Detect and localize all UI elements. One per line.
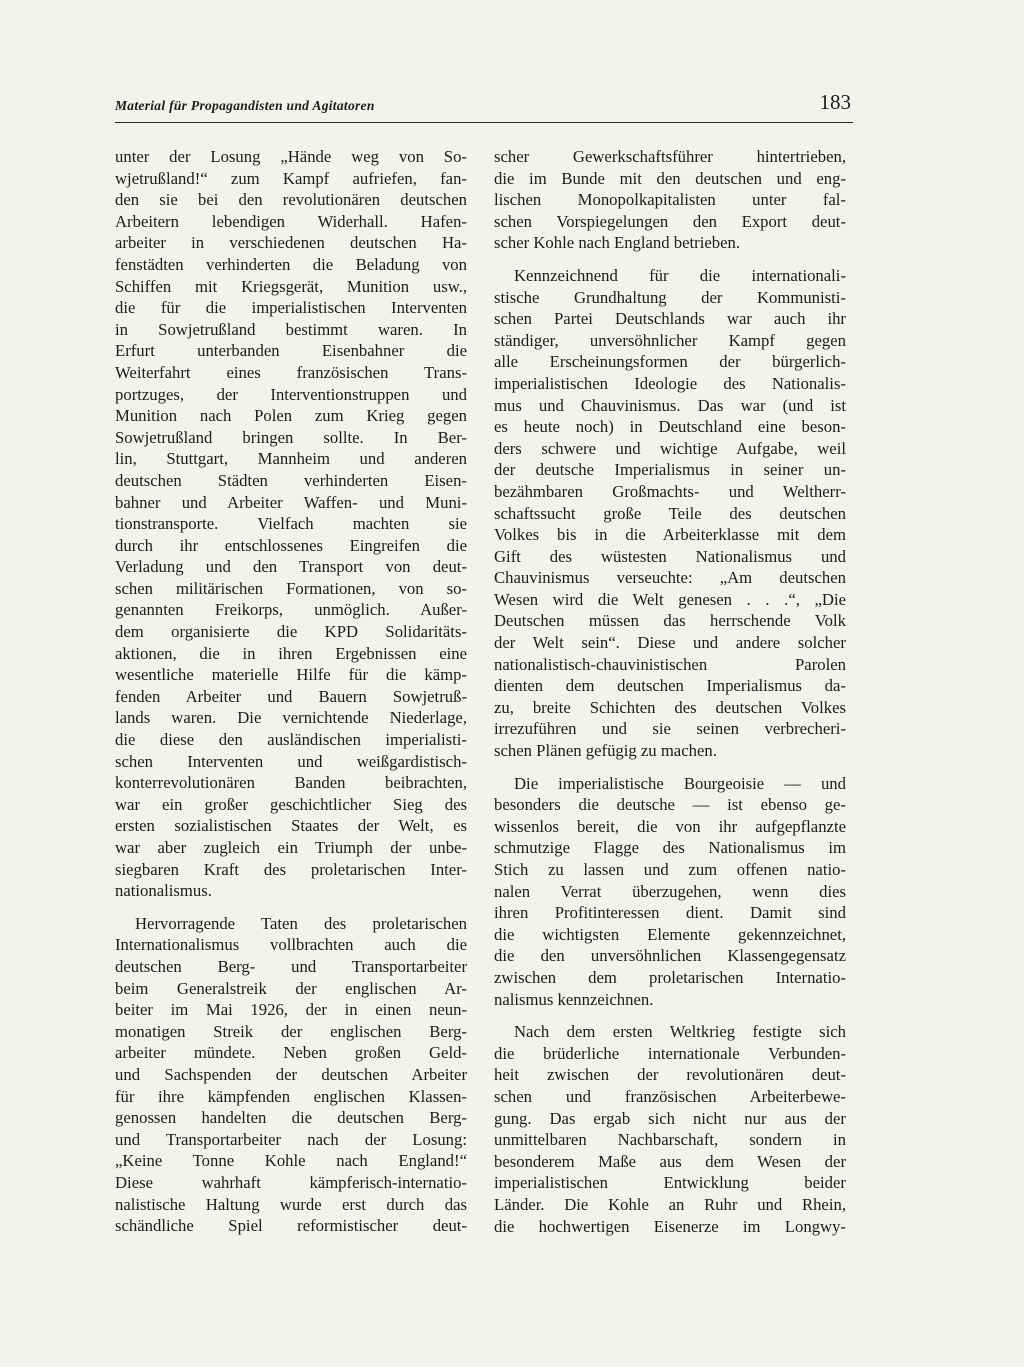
text-line: tionstransporte. Vielfach machten sie (115, 514, 467, 534)
text-line: aktionen, die in ihren Ergebnissen eine (115, 643, 467, 663)
text-line: Verladung und den Transport von deut- (115, 557, 467, 577)
text-line: Volkes bis in die Arbeiterklasse mit dem (494, 525, 846, 545)
text-line: Gift des wüstesten Nationalismus und (494, 546, 846, 566)
text-line: scher Gewerkschaftsführer hintertrieben, (494, 147, 846, 166)
text-line: monatigen Streik der englischen Berg- (115, 1021, 467, 1041)
text-line: war aber zugleich ein Triumph der unbe- (115, 838, 467, 857)
text-line: imperialistischen Entwicklung beider (494, 1173, 846, 1193)
paragraph (494, 146, 846, 254)
text-line: ständiger, unversöhnlicher Kampf gegen (494, 330, 846, 350)
text-line: fenstädten verhinderten die Beladung von (115, 254, 467, 274)
text-line: bezähmbaren Großmachts- und Weltherr- (494, 481, 846, 501)
text-line: wissenlos bereit, die von ihr aufgepflanzte (494, 816, 846, 836)
text-line: irrezuführen und sie seinen verbrecheri- (494, 719, 846, 739)
text-line: die diese den ausländischen imperialisti- (115, 730, 467, 750)
text-line: genannten Freikorps, unmöglich. Außer- (115, 600, 467, 620)
page-number: 183 (819, 90, 851, 114)
text-line: Die imperialistische Bourgeoisie — und (514, 773, 846, 793)
text-line: Weiterfahrt eines französischen Trans- (115, 362, 467, 382)
text-line: der Welt sein“. Diese und andere solcher (494, 633, 846, 653)
text-line: Wesen wird die Welt genesen . . .“, „Die (494, 589, 846, 609)
text-line: den sie bei den revolutionären deutschen (115, 190, 467, 210)
paragraph (494, 773, 846, 1011)
text-line: arbeiter in verschiedenen deutschen Ha- (115, 233, 467, 253)
text-line: deutschen Berg- und Transportarbeiter (115, 956, 467, 976)
text-line: deutschen Städten verhinderten Eisen- (115, 470, 467, 490)
text-line: schen Interventen und weißgardistisch- (115, 751, 467, 771)
text-line: und Sachspenden der deutschen Arbeiter (115, 1064, 467, 1084)
right-column (494, 146, 846, 1237)
text-line: Nach dem ersten Weltkrieg festigte sich (514, 1022, 846, 1042)
text-line: lischen Monopolkapitalisten unter fal- (494, 190, 846, 210)
text-line: genossen handelten die deutschen Berg- (115, 1108, 467, 1128)
text-line: lands waren. Die vernichtende Niederlage, (115, 708, 467, 728)
text-line: nationalismus. (115, 881, 212, 901)
text-line: konterrevolutionären Banden beibrachten, (115, 773, 467, 793)
text-line: Diese wahrhaft kämpferisch-internatio- (115, 1172, 467, 1192)
text-line: schen Partei Deutschlands war auch ihr (494, 309, 846, 329)
text-line: die im Bunde mit den deutschen und eng- (494, 168, 846, 188)
text-line: Kennzeichnend für die internationali- (514, 265, 846, 285)
text-line: und Transportarbeiter nach der Losung: (115, 1129, 467, 1149)
text-line: Arbeitern lebendigen Widerhall. Hafen- (115, 211, 467, 231)
text-line: Internationalismus vollbrachten auch die (115, 935, 467, 955)
left-column (115, 146, 467, 1237)
text-line: zwischen dem proletarischen Internatio- (494, 967, 846, 987)
text-line: durch ihr entschlossenes Eingreifen die (115, 535, 467, 555)
text-line: imperialistischen Ideologie des Nationalis- (494, 373, 846, 393)
text-line: gung. Das ergab sich nicht nur aus der (494, 1108, 846, 1128)
paragraph (494, 1021, 846, 1237)
text-line: lin, Stuttgart, Mannheim und anderen (115, 449, 467, 469)
text-line: schmutzige Flagge des Nationalismus im (494, 838, 846, 858)
text-line: nalistische Haltung wurde erst durch das (115, 1194, 467, 1214)
text-line: Erfurt unterbanden Eisenbahner die (115, 341, 467, 361)
text-line: Schiffen mit Kriegsgerät, Munition usw., (115, 276, 467, 296)
text-line: siegbaren Kraft des proletarischen Inter- (115, 859, 467, 879)
text-line: ihren Profitinteressen dient. Damit sind (494, 903, 846, 923)
paragraph (115, 913, 467, 1237)
text-line: schen Plänen gefügig zu machen. (494, 741, 717, 761)
text-line: alle Erscheinungsformen der bürgerlich- (494, 352, 846, 372)
text-line: beiter im Mai 1926, der in einen neun- (115, 1000, 467, 1020)
text-line: besonderem Maße aus dem Wesen der (494, 1151, 846, 1171)
text-line: schaftssucht große Teile des deutschen (494, 503, 846, 523)
text-line: schen Vorspiegelungen den Export deut- (494, 211, 846, 231)
text-line: es heute noch) in Deutschland eine beson- (494, 417, 846, 437)
text-line: die brüderliche internationale Verbunden- (494, 1043, 846, 1063)
text-line: für ihre kämpfenden englischen Klassen- (115, 1086, 467, 1106)
text-line: „Keine Tonne Kohle nach England!“ (115, 1151, 467, 1171)
text-line: der deutsche Imperialismus in seiner un- (494, 460, 846, 480)
text-line: Sowjetrußland bringen sollte. In Ber- (115, 427, 467, 447)
text-line: schändliche Spiel reformistischer deut- (115, 1216, 467, 1236)
page-header (115, 92, 853, 123)
text-line: Munition nach Polen zum Krieg gegen (115, 406, 467, 426)
text-line: Chauvinismus verseuchte: „Am deutschen (494, 568, 846, 588)
text-line: unter der Losung „Hände weg von So- (115, 147, 467, 166)
text-line: nationalistisch-chauvinistischen Parolen (494, 654, 846, 674)
text-line: besonders die deutsche — ist ebenso ge- (494, 795, 846, 815)
text-line: nalen Verrat überzugehen, wenn dies (494, 881, 846, 901)
text-line: fenden Arbeiter und Bauern Sowjetruß- (115, 686, 467, 706)
text-line: war ein großer geschichtlicher Sieg des (115, 794, 467, 814)
text-line: in Sowjetrußland bestimmt waren. In (115, 319, 467, 339)
text-line: schen militärischen Formationen, von so- (115, 578, 467, 598)
paragraph (115, 146, 467, 902)
text-line: nalismus kennzeichnen. (494, 989, 654, 1009)
text-line: die den unversöhnlichen Klassengegensatz (494, 946, 846, 966)
text-line: zu, breite Schichten des deutschen Volkes (494, 697, 846, 717)
text-line: die hochwertigen Eisenerze im Longwy- (494, 1216, 846, 1236)
text-line: die wichtigsten Elemente gekennzeichnet, (494, 924, 846, 944)
text-line: Stich zu lassen und zum offenen natio- (494, 860, 846, 879)
text-line: scher Kohle nach England betrieben. (494, 233, 741, 253)
text-line: bahner und Arbeiter Waffen- und Muni- (115, 492, 467, 512)
text-line: dem organisierte die KPD Solidaritäts- (115, 622, 467, 642)
text-line: dienten dem deutschen Imperialismus da- (494, 676, 846, 696)
text-line: ersten sozialistischen Staates der Welt, es (115, 816, 467, 836)
text-line: Deutschen müssen das herrschende Volk (494, 611, 846, 631)
text-line: heit zwischen der revolutionären deut- (494, 1065, 846, 1085)
text-line: beim Generalstreik der englischen Ar- (115, 978, 467, 998)
text-line: ders schwere und wichtige Aufgabe, weil (494, 438, 846, 458)
text-line: arbeiter mündete. Neben großen Geld- (115, 1043, 467, 1063)
text-line: Länder. Die Kohle an Ruhr und Rhein, (494, 1194, 846, 1214)
text-line: Hervorragende Taten des proletarischen (135, 913, 467, 933)
text-line: unmittelbaren Nachbarschaft, sondern in (494, 1130, 846, 1150)
text-line: die für die imperialistischen Interventen (115, 298, 467, 318)
paragraph (494, 265, 846, 762)
text-line: wjetrußland!“ zum Kampf aufriefen, fan- (115, 168, 467, 188)
text-line: stische Grundhaltung der Kommunisti- (494, 287, 846, 307)
text-line: portzuges, der Interventionstruppen und (115, 384, 467, 404)
running-head: Material für Propagandisten und Agitatoren (115, 98, 375, 113)
text-line: mus und Chauvinismus. Das war (und ist (494, 395, 846, 415)
text-line: schen und französischen Arbeiterbewe- (494, 1086, 846, 1106)
text-line: wesentliche materielle Hilfe für die kämp- (115, 665, 467, 685)
